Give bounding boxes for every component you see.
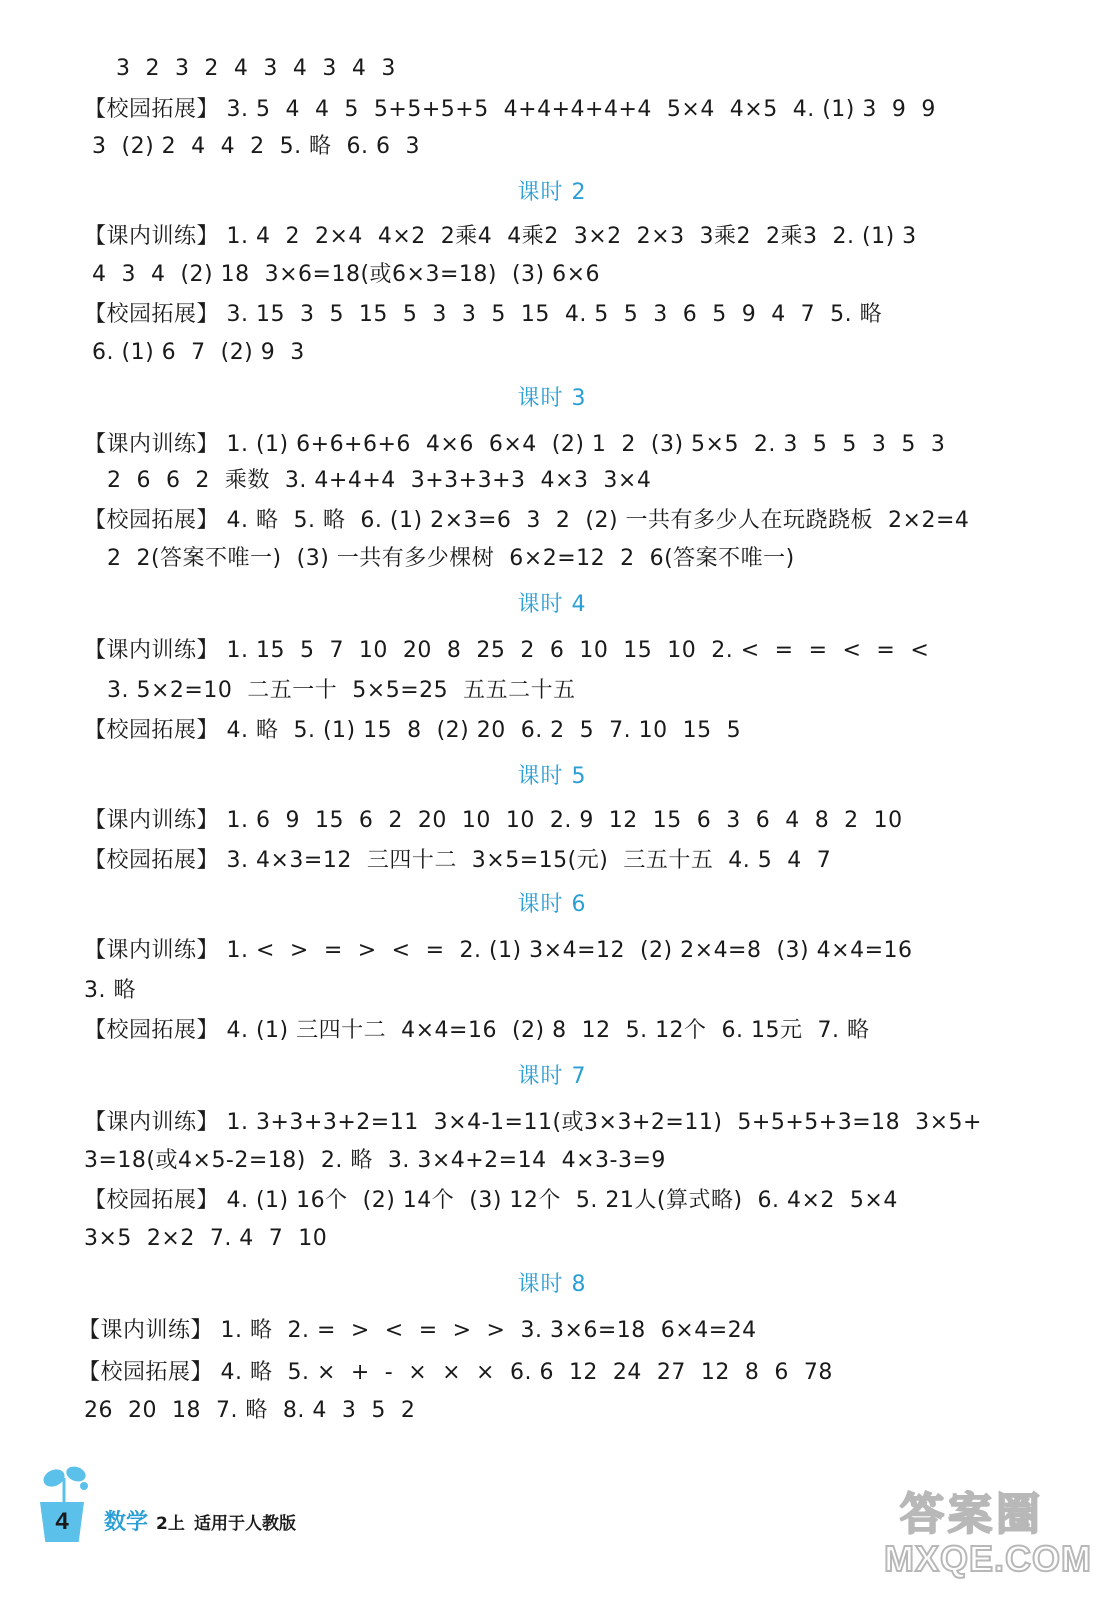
answer-line: 3 2 3 2 4 3 4 3 4 3	[86, 56, 396, 81]
lesson-heading: 课时 2	[517, 180, 587, 205]
answer-line: 4 3 4 (2) 18 3×6=18(或6×3=18) (3) 6×6	[92, 262, 601, 287]
answer-line: 【校园拓展】 3. 4×3=12 三四十二 3×5=15(元) 三五十五 4. 5 4 7	[84, 848, 832, 873]
plant-icon	[36, 1464, 92, 1508]
answer-line: 【课内训练】 1. 6 9 15 6 2 20 10 10 2. 9 12 15 6 3 6 4 8 2 10	[84, 808, 903, 833]
answer-line: 3. 略	[84, 978, 136, 1003]
answer-line: 3=18(或4×5-2=18) 2. 略 3. 3×4+2=14 4×3-3=9	[84, 1148, 666, 1173]
lesson-heading: 课时 7	[517, 1064, 587, 1089]
answer-line: 【校园拓展】 4. (1) 三四十二 4×4=16 (2) 8 12 5. 12个 6. 15元 7. 略	[84, 1018, 870, 1043]
answer-line: 【校园拓展】 4. 略 5. (1) 15 8 (2) 20 6. 2 5 7. 10 15 5	[84, 718, 742, 743]
answer-line: 【课内训练】 1. 略 2. = > < = > > 3. 3×6=18 6×4=24	[78, 1318, 757, 1343]
answer-line: 【校园拓展】 3. 5 4 4 5 5+5+5+5 4+4+4+4+4 5×4 4×5 4. (1) 3 9 9	[84, 97, 936, 122]
watermark-text: 答案圈	[900, 1489, 1044, 1540]
watermark-url: MXQE.COM	[884, 1538, 1093, 1579]
lesson-heading: 课时 5	[517, 764, 587, 789]
lesson-heading: 课时 4	[517, 592, 587, 617]
lesson-heading: 课时 6	[517, 892, 587, 917]
answer-line: 2 2(答案不唯一) (3) 一共有多少棵树 6×2=12 2 6(答案不唯一)	[92, 546, 795, 571]
answer-line: 【课内训练】 1. 3+3+3+2=11 3×4-1=11(或3×3+2=11) 5+5+5+3=18 3×5+	[84, 1110, 982, 1135]
answer-line: 26 20 18 7. 略 8. 4 3 5 2	[84, 1398, 416, 1423]
lesson-heading: 课时 8	[517, 1272, 587, 1297]
answer-line: 【课内训练】 1. 4 2 2×4 4×2 2乘4 4乘2 3×2 2×3 3乘2 2乘3 2. (1) 3	[84, 224, 917, 249]
lesson-heading: 课时 3	[517, 386, 587, 411]
edition-label: 适用于人教版	[194, 1514, 296, 1534]
answer-line: 【校园拓展】 3. 15 3 5 15 5 3 3 5 15 4. 5 5 3 6 5 9 4 7 5. 略	[84, 302, 883, 327]
answer-line: 【课内训练】 1. 15 5 7 10 20 8 25 2 6 10 15 10 2. < = = < = <	[84, 638, 930, 663]
answer-line: 【校园拓展】 4. 略 5. × + - × × × 6. 6 12 24 27 12 8 6 78	[78, 1360, 833, 1385]
answer-line: 3 (2) 2 4 4 2 5. 略 6. 6 3	[92, 134, 421, 159]
page-footer	[36, 1478, 436, 1548]
answer-line: 【课内训练】 1. < > = > < = 2. (1) 3×4=12 (2) 2×4=8 (3) 4×4=16	[84, 938, 913, 963]
answer-line: 6. (1) 6 7 (2) 9 3	[92, 340, 305, 365]
answer-line: 【课内训练】 1. (1) 6+6+6+6 4×6 6×4 (2) 1 2 (3) 5×5 2. 3 5 5 3 5 3	[84, 432, 946, 457]
answer-line: 3×5 2×2 7. 4 7 10	[84, 1226, 328, 1251]
watermark-logo	[880, 1478, 1093, 1588]
answer-line: 【校园拓展】 4. 略 5. 略 6. (1) 2×3=6 3 2 (2) 一共有多少人在玩跷跷板 2×2=4	[84, 508, 970, 533]
grade-label: 2上	[156, 1514, 185, 1534]
answer-line: 【校园拓展】 4. (1) 16个 (2) 14个 (3) 12个 5. 21人(算式略) 6. 4×2 5×4	[84, 1188, 898, 1213]
answer-line: 2 6 6 2 乘数 3. 4+4+4 3+3+3+3 4×3 3×4	[92, 468, 652, 493]
subject-label: 数学	[104, 1510, 149, 1535]
answer-line: 3. 5×2=10 二五一十 5×5=25 五五二十五	[92, 678, 576, 703]
page-number: 4	[55, 1508, 69, 1535]
